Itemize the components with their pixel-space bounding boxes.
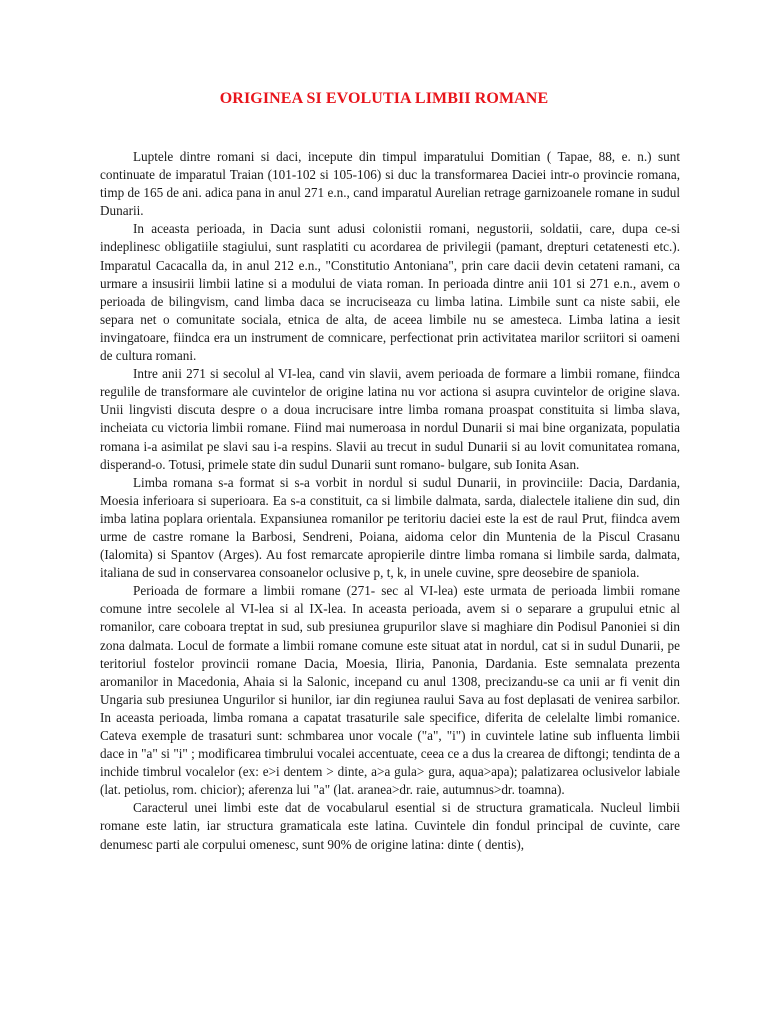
paragraph-1: Luptele dintre romani si daci, incepute din timpul imparatului Domitian ( Tapae, 88, e. n.) sunt continuate de imparatul Traian (101-102 si 105-106) si duc la transformarea Daciei intr-o provincie romana, timp de 165 de ani. adica pana in anul 271 e.n., cand imparatul Aurelian retrage garnizoanele romane in sudul Dunarii. (100, 149, 680, 219)
document-body (100, 148, 680, 854)
page-title: ORIGINEA SI EVOLUTIA LIMBII ROMANE (219, 90, 549, 107)
paragraph-6: Caracterul unei limbi este dat de vocabularul esential si de structura gramaticala. Nucleul limbii romane este latin, iar structura gramaticala este latina. Cuvintele din fondul principal de cuvinte, care denumesc parti ale corpului omenesc, sunt 90% de origine latina: dinte ( dentis), (100, 800, 680, 852)
paragraph-5: Perioada de formare a limbii romane (271- sec al VI-lea) este urmata de perioada limbii romane comune intre secolele al VI-lea si al IX-lea. In aceasta perioada, avem si o separare a grupului etnic al romanilor, care coboara treptat in sud, sub presiunea grupurilor slave si maghiare din Podisul Panoniei si din zona dalmata. Locul de formate a limbii romane comune este situat atat in nordul, cat si in sudul Dunarii, pe teritoriul fostelor provincii romane Dacia, Moesia, Iliria, Panonia, Dardania. Este semnalata prezenta aromanilor in Macedonia, Ahaia si la Salonic, incepand cu anul 1308, precizandu-se ca unii ar fi venit din Ungaria sub presiunea Ungurilor si hunilor, iar din regiunea raului Sava au fost deplasati de venirea sarbilor. In aceasta perioada, limba romana a capatat trasaturile sale specifice, diferita de celelalte limbi romanice. Cateva exemple de trasaturi sunt: schmbarea unor vocale ("a", "i") in cuvintele latine sub influenta limbii dace in "a" si "i" ; modificarea timbrului vocalei accentuate, ceea ce a dus la crearea de diftongi; tendinta de a inchide timbrul vocalelor (ex: e>i dentem > dinte, a>a gula> gura, aqua>apa); palatizarea oclusivelor labiale (lat. petiolus, rom. chicior); aferenza lui "a" (lat. aranea>dr. raie, autumnus>dr. toamna). (100, 583, 680, 798)
paragraph-2: In aceasta perioada, in Dacia sunt adusi colonistii romani, negustorii, soldatii, care, dupa ce-si indeplinesc obligatiile stagiului, sunt rasplatiti cu acordarea de privilegii (pamant, drepturi cetatenesti etc.). Imparatul Cacacalla da, in anul 212 e.n., "Constitutio Antoniana", prin care dacii devin cetateni ramani, ca urmare a insusirii limbii latine si a modului de viata roman. In perioada dintre anii 101 si 271 e.n., avem o perioada de bilingvism, cand limba daca se incruciseaza cu limba latina. Limbile sunt ca niste sabii, ele separa net o comunitate sociala, etnica de alta, de aceea limbile nu se amesteca. Limba latina a iesit invingatoare, fiindca era un instrument de comnicare, perfectionat prin activitatea marilor scriitori si oameni de cultura romani. (100, 221, 680, 364)
paragraph-4: Limba romana s-a format si s-a vorbit in nordul si sudul Dunarii, in provinciile: Dacia, Dardania, Moesia inferioara si superioara. Ea s-a constituit, ca si limbile dalmata, sarda, dialectele italiene din sud, din imba latina poplara orientala. Expansiunea romanilor pe teritoriu daciei este la est de raul Prut, fiindca avem urme de castre romane la Barbosi, Sendreni, Poiana, aidoma celor din Muntenia de la Piscul Crasanu (Ialomita) si Spantov (Arges). Au fost remarcate apropierile dintre limba romana si limbile sarda, dalmata, italiana de sud in conservarea consoanelor oclusive p, t, k, in unele cuvine, spre deosebire de spaniola. (100, 474, 680, 581)
paragraph-3: Intre anii 271 si secolul al VI-lea, cand vin slavii, avem perioada de formare a limbii romane, fiindca regulile de transformare ale cuvintelor de origine latina nu vor actiona si asupra cuvintelor de origine slava. Unii lingvisti discuta despre o a doua incrucisare intre limba romana proaspat constituita si limba slava, incheiata cu victoria limbii romane. Fiind mai numeroasa in nordul Dunarii si mai bine organizata, populatia romana i-a asimilat pe slavi sau i-a respins. Slavii au trecut in sudul Dunarii si au lovit comunitatea romana, disperand-o. Totusi, primele state din sudul Dunarii sunt romano- bulgare, sub Ionita Asan. (100, 366, 680, 472)
